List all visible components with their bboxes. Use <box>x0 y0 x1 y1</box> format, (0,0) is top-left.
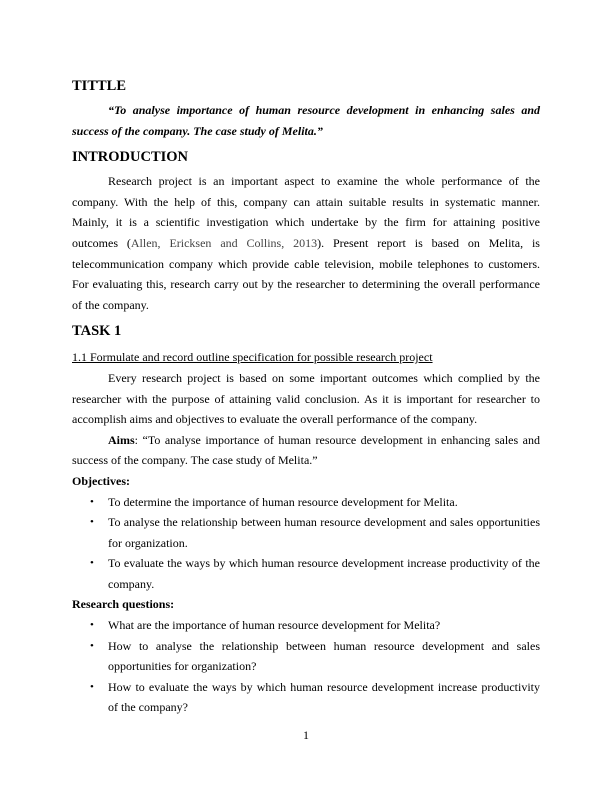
bullet-icon: • <box>90 557 94 570</box>
objective-item <box>90 512 540 553</box>
bullet-icon: • <box>90 619 94 632</box>
objective-item <box>90 492 540 513</box>
objective-text: To analyse the relationship between human resource development and sales opportunities for organization. <box>108 515 540 550</box>
aims-paragraph <box>72 430 540 471</box>
bullet-icon: • <box>90 516 94 529</box>
introduction-heading: INTRODUCTION <box>72 149 189 166</box>
objective-item <box>90 553 540 594</box>
introduction-citation: Allen, Ericksen and Collins, 2013 <box>130 235 318 250</box>
research-questions-list <box>72 615 540 718</box>
task1-subheading: 1.1 Formulate and record outline specification for possible research project <box>72 350 433 365</box>
page-number: 1 <box>303 728 309 742</box>
question-text: How to analyse the relationship between human resource development and sales opportunities for organization? <box>108 638 540 674</box>
objective-text: To evaluate the ways by which human resource development increase productivity of the company. <box>108 556 540 591</box>
title-text: “To analyse importance of human resource development in enhancing sales and success of the company. The case study of Melita.” <box>72 103 540 138</box>
title-heading: TITTLE <box>72 78 126 94</box>
task1-heading: TASK 1 <box>72 323 122 340</box>
aims-text: : “To analyse importance of human resource development in enhancing sales and success of the company. The case study of Melita.” <box>72 432 540 468</box>
question-text: How to evaluate the ways by which human resource development increase productivity of the company? <box>108 679 540 715</box>
question-item <box>90 615 540 636</box>
question-item <box>90 636 540 677</box>
bullet-icon: • <box>90 680 94 693</box>
aims-label: Aims <box>108 432 135 447</box>
objectives-label: Objectives: <box>72 473 130 488</box>
document-page <box>72 76 540 718</box>
bullet-icon: • <box>90 639 94 652</box>
bullet-icon: • <box>90 495 94 508</box>
question-text: What are the importance of human resource development for Melita? <box>108 618 441 633</box>
introduction-text-part1: Research project is an important aspect to examine the whole performance of the company. With the help of this, company can attain suitable results in systematic manner. Mainly, it is a scientific investigation which undertake by the firm for attaining positive outcomes ( <box>72 174 540 250</box>
introduction-paragraph <box>72 171 540 315</box>
research-questions-label: Research questions: <box>72 597 175 612</box>
objective-text: To determine the importance of human resource development for Melita. <box>108 494 458 509</box>
introduction-text-part2: ). Present report is based on Melita, is telecommunication company which provide cable television, mobile telephones to customers. For evaluating this, research carry out by the researcher to determining the overall performance of the company. <box>72 235 540 312</box>
objectives-list <box>72 492 540 595</box>
task1-paragraph: Every research project is based on some important outcomes which complied by the researcher with the purpose of attaining valid conclusion. As it is important for researcher to accomplish aims and objectives to evaluate the overall performance of the company. <box>72 370 540 427</box>
question-item <box>90 677 540 718</box>
